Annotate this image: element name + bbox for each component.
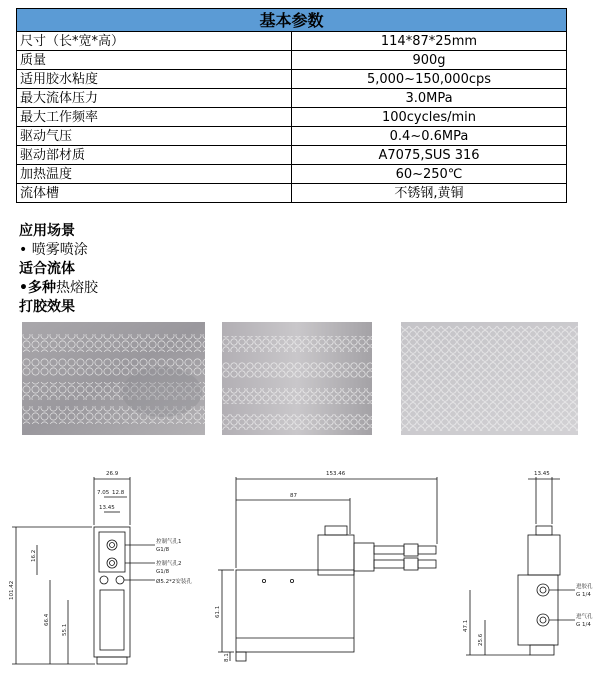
- scene-heading: 应用场景: [19, 223, 75, 239]
- application-section: [19, 222, 98, 317]
- inlet-thread: G 1/4: [576, 592, 591, 598]
- fluid-item: [19, 279, 98, 298]
- scene-item: • 喷雾喷涂: [19, 242, 88, 258]
- dim-mid-9: 8.1: [224, 653, 230, 662]
- table-row: [17, 32, 567, 51]
- dim-left-162: 16.2: [31, 549, 37, 562]
- row-label: 适用胶水粘度: [17, 70, 292, 89]
- effect-heading: 打胶效果: [19, 299, 75, 315]
- row-value: A7075,SUS 316: [292, 146, 567, 165]
- table-row: [17, 70, 567, 89]
- dim-right-256: 25.6: [478, 633, 484, 646]
- dim-left-551: 55.1: [62, 623, 68, 636]
- dim-mid-width: 153.46: [326, 471, 346, 477]
- inlet-label: 进胶孔: [576, 584, 593, 590]
- right-view-drawing: [466, 477, 575, 655]
- dim-right-471: 47.1: [463, 619, 469, 632]
- row-value: 5,000~150,000cps: [292, 70, 567, 89]
- table-row: [17, 51, 567, 70]
- row-value: 114*87*25mm: [292, 32, 567, 51]
- row-label: 最大工作频率: [17, 108, 292, 127]
- spec-table-header-row: [17, 9, 567, 32]
- row-value: 60~250℃: [292, 165, 567, 184]
- port1-label: 控制气孔1: [156, 539, 182, 545]
- row-label: 加热温度: [17, 165, 292, 184]
- row-label: 驱动部材质: [17, 146, 292, 165]
- row-value: 不锈钢,黄铜: [292, 184, 567, 203]
- table-row: [17, 184, 567, 203]
- row-label: 质量: [17, 51, 292, 70]
- middle-view-drawing: [218, 477, 437, 661]
- row-label: 最大流体压力: [17, 89, 292, 108]
- fluid-item-rest: 热熔胶: [55, 280, 98, 296]
- dim-mid-87: 87: [290, 493, 297, 499]
- port1-thread: G1/8: [156, 547, 170, 553]
- left-view-drawing: [12, 477, 155, 664]
- dim-left-width: 26.9: [106, 471, 119, 477]
- port2-thread: G1/8: [156, 569, 170, 575]
- spec-table-title: 基本参数: [17, 9, 567, 32]
- row-value: 900g: [292, 51, 567, 70]
- row-value: 0.4~0.6MPa: [292, 127, 567, 146]
- dim-mid-611: 61.1: [215, 605, 221, 618]
- table-row: [17, 127, 567, 146]
- row-label: 尺寸（长*宽*高）: [17, 32, 292, 51]
- technical-drawings: [0, 450, 600, 679]
- air-inlet-label: 进气孔: [576, 614, 593, 620]
- spec-table: [16, 8, 567, 203]
- table-row: [17, 146, 567, 165]
- hole-label: Ø5.2*2安装孔: [156, 579, 192, 585]
- fluid-item-bold: •多种: [19, 280, 56, 296]
- table-row: [17, 165, 567, 184]
- row-value: 3.0MPa: [292, 89, 567, 108]
- row-label: 驱动气压: [17, 127, 292, 146]
- glue-effect-photo-2: [222, 322, 372, 435]
- table-row: [17, 89, 567, 108]
- dim-left-128: 12.8: [112, 490, 125, 496]
- glue-effect-photo-3: [401, 322, 578, 435]
- dim-left-1345: 13.45: [99, 505, 115, 511]
- glue-effect-photo-1: [22, 322, 205, 435]
- dim-left-664: 66.4: [44, 613, 50, 626]
- dim-left-height: 101.42: [9, 580, 15, 600]
- table-row: [17, 108, 567, 127]
- fluid-heading: 适合流体: [19, 261, 75, 277]
- row-label: 流体槽: [17, 184, 292, 203]
- dim-left-705: 7.05: [97, 490, 110, 496]
- dim-right-width: 13.45: [534, 471, 550, 477]
- port2-label: 控制气孔2: [156, 561, 182, 567]
- air-inlet-thread: G 1/4: [576, 622, 591, 628]
- row-value: 100cycles/min: [292, 108, 567, 127]
